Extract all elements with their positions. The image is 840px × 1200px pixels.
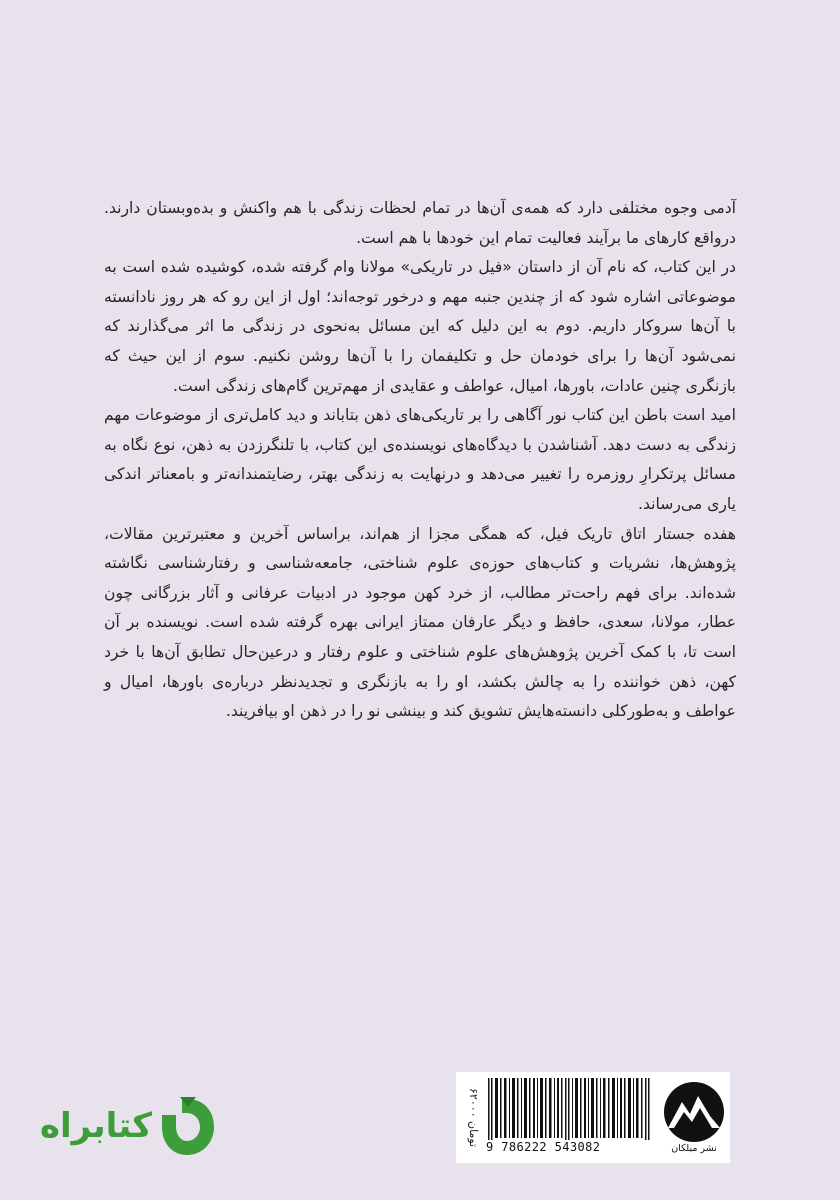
paragraph-2: در این کتاب، که نام آن از داستان «فیل در تاریکی» مولانا وام گرفته شده، کوشیده شده است به موضوعاتی اشاره شود که از چندین جنبه مهم و درخور توجه‌اند؛ اول از این رو که هر روز نادانسته با آن‌ها سروکار داریم. دوم به این دلیل که این مسائل به‌نحوی در زندگی ما اثر می‌گذارند که نمی‌شود آن‌ها را برای خودمان حل و تکلیفمان را با آن‌ها روشن نکنیم. سوم از این حیث که بازنگری چنین عادات، باورها، امیال، عواطف و عقایدی از مهم‌ترین گام‌های زندگی است. (104, 258, 736, 395)
back-cover-text (104, 194, 736, 727)
ketabrah-name: کتابراه (39, 1106, 152, 1146)
publisher-name: نشر میلکان (671, 1143, 717, 1154)
price-label: ۶۲۰۰۰ تومان (467, 1088, 480, 1148)
barcode-number: 9 786222 543082 (486, 1140, 658, 1154)
paragraph-4: هفده جستار اتاق تاریک فیل، که همگی مجزا از هم‌اند، براساس آخرین و معتبرترین مقالات، پژوهش‌ها، نشریات و کتاب‌های حوزه‌ی علوم شناختی، جامعه‌شناسی و رفتارشناسی نگاشته شده‌اند. برای فهم راحت‌تر مطالب، از خرد کهن موجود در ادبیات عرفانی و آثار بزرگانی چون عطار، مولانا، سعدی، حافظ و دیگر عارفان ممتاز ایرانی بهره گرفته شده است. نویسنده بر آن است تا، با کمک آخرین پژوهش‌های علوم شناختی و علوم رفتار و درعین‌حال تطابق آن‌ها با خرد کهن، ذهن خواننده را به چالش بکشد، او را به بازنگری و تجدیدنظر درباره‌ی باورها، امیال و عواطف و به‌طورکلی دانسته‌هایش تشویق کند و بینشی نو را در ذهن او بیافریند. (104, 524, 736, 721)
barcode-box (456, 1072, 730, 1163)
paragraph-3: امید است باطن این کتاب نور آگاهی را بر تاریکی‌های ذهن بتاباند و دید کامل‌تری از موضوعات مهم زندگی به دست دهد. آشناشدن با دیدگاه‌های نویسنده‌ی این کتاب، با تلنگرزدن به ذهن، نوع نگاه به مسائل پرتکرارِ روزمره را تغییر می‌دهد و درنهایت به زندگی بهتر، رضایتمندانه‌تر و بامعناتر اندکی یاری می‌رساند. (104, 406, 736, 513)
paragraph-1: آدمی وجوه مختلفی دارد که همه‌ی آن‌ها در تمام لحظات زندگی با هم واکنش و بده‌وبستان دارند. درواقع کارهای ما برآیند فعالیت تمام این خودها با هم است. (104, 199, 736, 247)
ketabrah-leaf-icon (158, 1095, 216, 1157)
barcode-icon (486, 1078, 656, 1144)
ketabrah-logo (40, 1095, 220, 1159)
